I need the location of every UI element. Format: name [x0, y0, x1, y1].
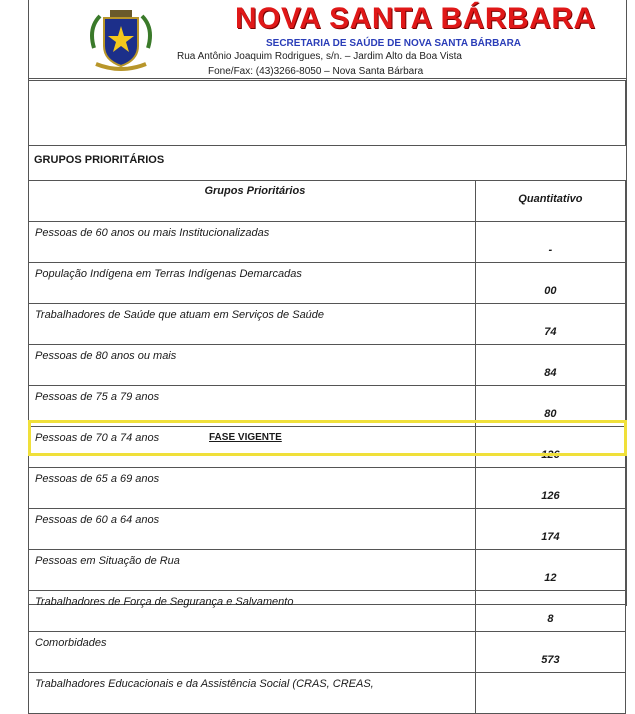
quantity-cell: 8 — [475, 591, 625, 632]
group-cell: Pessoas de 60 a 64 anos — [29, 509, 476, 550]
address-line: Rua Antônio Joaquim Rodrigues, s/n. – Jardim Alto da Boa Vista — [177, 51, 462, 62]
group-cell: Pessoas de 60 anos ou mais Institucionalizadas — [29, 222, 476, 263]
table-row — [29, 304, 626, 345]
table-row — [29, 632, 626, 673]
department-subtitle: SECRETARIA DE SAÚDE DE NOVA SANTA BÁRBARA — [266, 38, 522, 49]
quantity-cell: 74 — [475, 304, 625, 345]
table-header-row — [29, 181, 626, 222]
section-title: GRUPOS PRIORITÁRIOS — [34, 154, 165, 166]
quantity-cell: 80 — [475, 386, 625, 427]
letterhead — [0, 0, 635, 78]
quantity-cell: 573 — [475, 632, 625, 673]
table-row — [29, 550, 626, 591]
table-row — [29, 673, 626, 714]
group-cell: Pessoas de 70 a 74 anos — [29, 427, 476, 468]
quantity-cell — [475, 673, 625, 714]
group-cell: Comorbidades — [29, 632, 476, 673]
table-row — [29, 263, 626, 304]
quantity-cell: - — [475, 222, 625, 263]
column-header-quantity: Quantitativo — [475, 181, 625, 222]
quantity-cell: 00 — [475, 263, 625, 304]
frame-right-border — [626, 0, 627, 606]
quantity-cell: 126 — [475, 468, 625, 509]
table-row — [29, 222, 626, 263]
coat-of-arms-icon — [86, 8, 156, 72]
group-cell: Trabalhadores de Saúde que atuam em Serviços de Saúde — [29, 304, 476, 345]
current-phase-highlight — [28, 420, 627, 456]
municipality-title: NOVA SANTA BÁRBARA — [235, 2, 596, 35]
quantity-cell: 12 — [475, 550, 625, 591]
group-cell: Pessoas de 80 anos ou mais — [29, 345, 476, 386]
table-row — [29, 591, 626, 632]
table-row-highlighted — [29, 468, 626, 509]
current-phase-label: FASE VIGENTE — [209, 432, 282, 443]
quantity-cell: 126 — [475, 427, 625, 468]
group-cell: Pessoas em Situação de Rua — [29, 550, 476, 591]
table-row — [29, 509, 626, 550]
table-row — [29, 345, 626, 386]
group-cell: Trabalhadores de Força de Segurança e Salvamento — [29, 591, 476, 632]
phone-line: Fone/Fax: (43)3266-8050 – Nova Santa Bárbara — [208, 66, 424, 77]
group-cell: Trabalhadores Educacionais e da Assistência Social (CRAS, CREAS, — [29, 673, 476, 714]
group-cell: Pessoas de 65 a 69 anos — [29, 468, 476, 509]
empty-box — [28, 80, 626, 146]
quantity-cell: 84 — [475, 345, 625, 386]
group-cell: População Indígena em Terras Indígenas Demarcadas — [29, 263, 476, 304]
column-header-groups: Grupos Prioritários — [29, 181, 476, 222]
header-divider — [28, 78, 627, 79]
quantity-cell: 174 — [475, 509, 625, 550]
group-cell: Pessoas de 75 a 79 anos — [29, 386, 476, 427]
